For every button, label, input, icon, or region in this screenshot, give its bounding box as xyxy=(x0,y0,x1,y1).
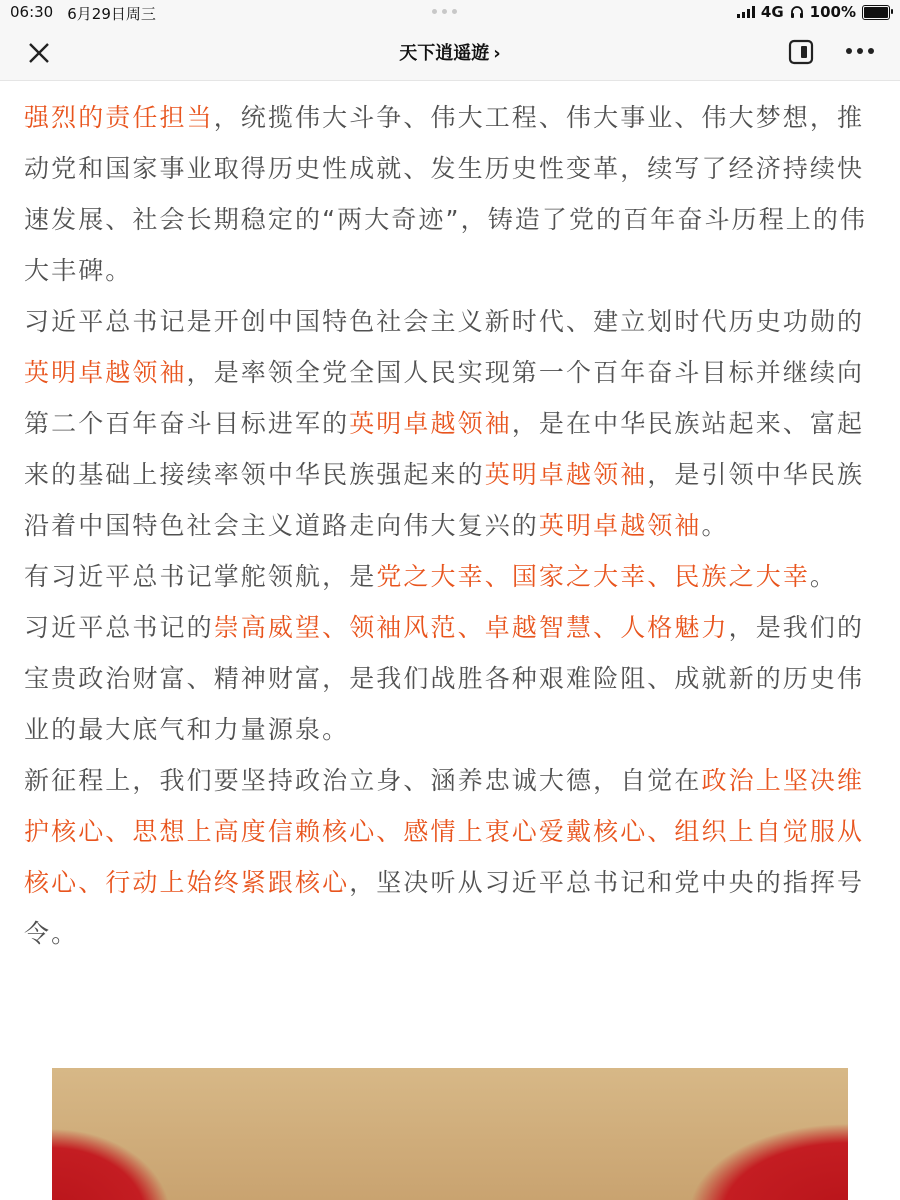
status-right xyxy=(737,3,890,21)
battery-icon xyxy=(862,5,890,20)
network-type: 4G xyxy=(760,3,784,21)
body-text: ，统揽伟大斗争、伟大工程、伟大事业、伟大梦想，推动党和国家事业取得历史性成就、发生历史性变革，续写了经济持续快速发展、社会长期稳定的“两大奇迹”，铸造了党的百年奋斗历程上的伟大丰碑。 xyxy=(24,103,868,285)
battery-percent: 100% xyxy=(809,3,856,21)
floating-window-icon[interactable] xyxy=(788,39,814,65)
highlighted-text: 英明卓越领袖 xyxy=(484,460,648,489)
article-paragraph xyxy=(24,92,884,296)
status-time: 06:30 xyxy=(10,3,54,21)
article-paragraph xyxy=(24,755,884,959)
body-text: 新征程上，我们要坚持政治立身、涵养忠诚大德，自觉在 xyxy=(24,766,702,795)
multitasking-dots-icon[interactable] xyxy=(432,9,457,14)
red-curtain-right xyxy=(688,1123,848,1200)
account-name: 天下逍遥遊 xyxy=(399,43,490,64)
body-text: ，是引领中华民族沿着中国特色社会主义道路走向伟大复兴的 xyxy=(24,460,865,540)
article-image xyxy=(52,1068,848,1200)
highlighted-text: 党之大幸、国家之大幸、民族之大幸 xyxy=(376,562,810,591)
body-text: ，坚决听从习近平总书记和党中央的指挥号令。 xyxy=(24,868,865,948)
highlighted-text: 强烈的责任担当 xyxy=(24,103,214,132)
body-text: 。 xyxy=(809,562,838,591)
signal-icon xyxy=(737,6,755,18)
article-paragraph xyxy=(24,551,884,602)
more-icon[interactable] xyxy=(846,48,876,58)
chevron-right-icon: › xyxy=(493,43,501,64)
highlighted-text: 英明卓越领袖 xyxy=(538,511,702,540)
article-paragraph xyxy=(24,602,884,755)
headphones-icon xyxy=(790,5,804,19)
highlighted-text: 英明卓越领袖 xyxy=(349,409,512,438)
red-curtain-left xyxy=(52,1128,172,1200)
body-text: 有习近平总书记掌舵领航，是 xyxy=(24,562,377,591)
status-bar xyxy=(0,0,900,24)
body-text: 习近平总书记是开创中国特色社会主义新时代、建立划时代历史功勋的 xyxy=(24,307,865,336)
body-text: 。 xyxy=(701,511,729,540)
status-left xyxy=(10,3,156,24)
account-title-link[interactable] xyxy=(0,39,900,65)
article-paragraph xyxy=(24,296,884,551)
nav-bar xyxy=(0,24,900,81)
battery-fill xyxy=(864,7,888,18)
body-text: ，是我们的宝贵政治财富、精神财富，是我们战胜各种艰难险阻、成就新的历史伟业的最大底气和力量源泉。 xyxy=(24,613,865,744)
highlighted-text: 崇高威望、领袖风范、卓越智慧、人格魅力 xyxy=(213,613,729,642)
body-text: ，是在中华民族站起来、富起来的基础上接续率领中华民族强起来的 xyxy=(24,409,865,489)
body-text: 习近平总书记的 xyxy=(24,613,214,642)
highlighted-text: 政治上坚决维护核心、思想上高度信赖核心、感情上衷心爱戴核心、组织上自觉服从核心、行动上始终紧跟核心 xyxy=(24,766,865,897)
article-body xyxy=(24,92,884,959)
body-text: ，是率领全党全国人民实现第一个百年奋斗目标并继续向第二个百年奋斗目标进军的 xyxy=(24,358,865,438)
status-date: 6月29日周三 xyxy=(67,5,156,23)
highlighted-text: 英明卓越领袖 xyxy=(24,358,187,387)
